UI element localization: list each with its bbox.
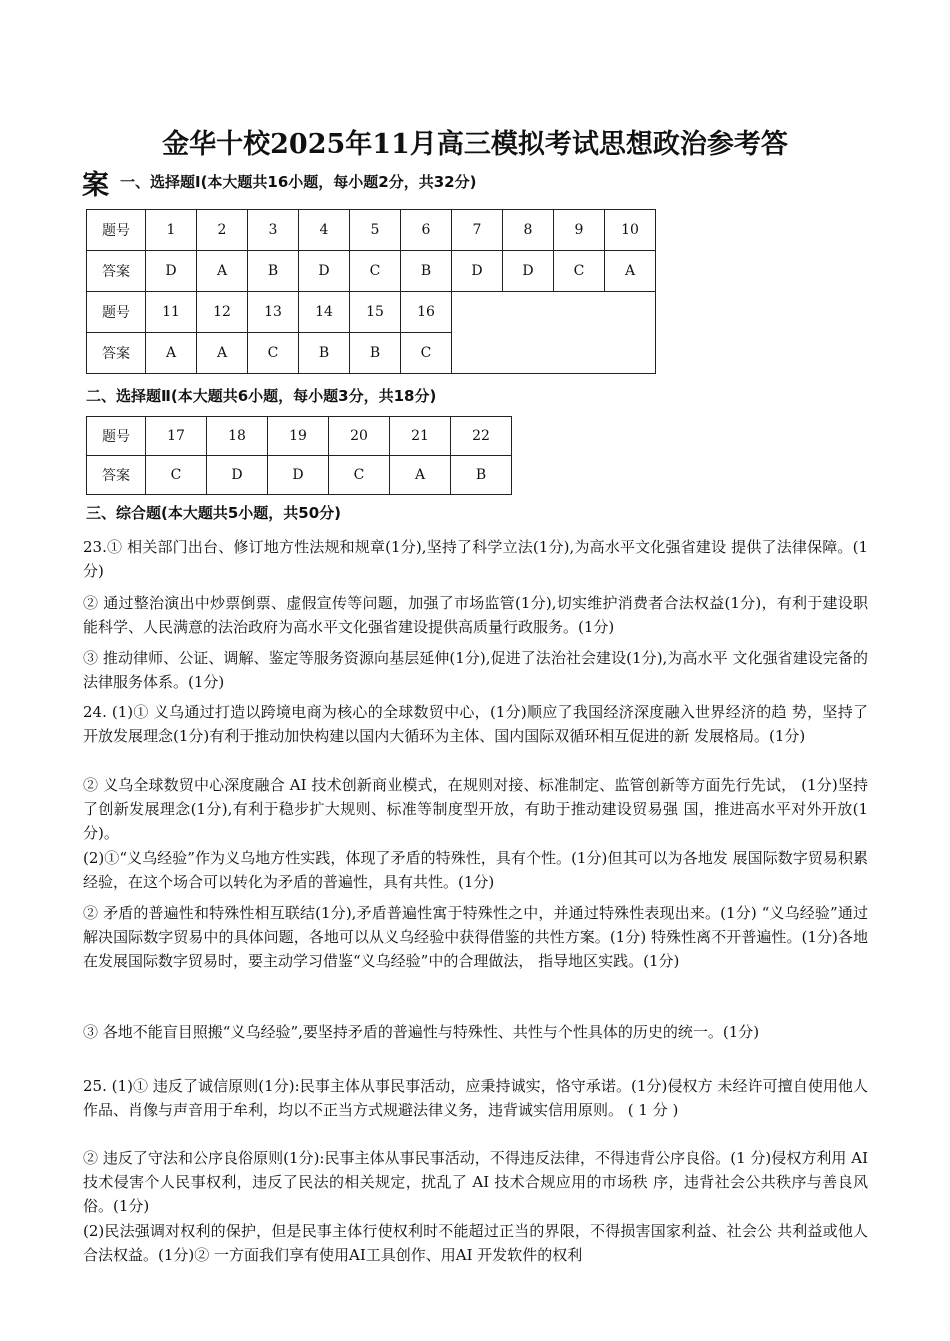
answer-cell: C xyxy=(401,333,452,374)
question-number: 3 xyxy=(248,210,299,251)
question-number: 5 xyxy=(350,210,401,251)
answer-cell: C xyxy=(146,456,207,495)
answer-paragraph-25-1: 25. (1)① 违反了诚信原则(1分):民事主体从事民事活动，应秉持诚实，恪守承诺。(1分)侵权方 未经许可擅自使用他人作品、肖像与声音用于牟利，均以不正当方式规避法律义务，违背诚实信用原则。 ( 1 分 ) xyxy=(83,1077,868,1119)
question-number: 18 xyxy=(207,417,268,456)
answer-paragraph-25-2: ② 违反了守法和公序良俗原则(1分):民事主体从事民事活动，不得违反法律，不得违背公序良俗。(1 分)侵权方利用 AI 技术侵害个人民事权利，违反了民法的相关规定，扰乱了 AI 技术合规应用的市场秩 序，违背社会公共秩序与善良风俗。(1分) xyxy=(83,1149,868,1215)
question-number: 16 xyxy=(401,292,452,333)
answer-cell: B xyxy=(350,333,401,374)
question-number: 6 xyxy=(401,210,452,251)
answer-cell: B xyxy=(248,251,299,292)
answer-cell: B xyxy=(299,333,350,374)
table-row xyxy=(87,417,512,456)
question-number: 17 xyxy=(146,417,207,456)
answer-cell: B xyxy=(401,251,452,292)
answer-cell: A xyxy=(146,333,197,374)
answer-paragraph-23-2: ② 通过整治演出中炒票倒票、虚假宣传等问题，加强了市场监管(1分),切实维护消费者合法权益(1分)，有利于建设职能科学、人民满意的法治政府为高水平文化强省建设提供高质量行政服务。(1分) xyxy=(83,594,868,636)
answer-paragraph-24-5: ③ 各地不能盲目照搬“义乌经验”,要坚持矛盾的普遍性与特殊性、共性与个性具体的历史的统一。(1分) xyxy=(83,1023,760,1041)
section1-answer-table xyxy=(86,209,656,374)
question-number: 9 xyxy=(554,210,605,251)
row-label-answer: 答案 xyxy=(87,456,146,495)
question-number: 11 xyxy=(146,292,197,333)
row-label-answer: 答案 xyxy=(87,333,146,374)
answer-cell: A xyxy=(197,333,248,374)
question-number: 7 xyxy=(452,210,503,251)
table-row xyxy=(87,292,656,333)
question-number: 19 xyxy=(268,417,329,456)
question-number: 15 xyxy=(350,292,401,333)
question-number: 20 xyxy=(329,417,390,456)
answer-cell: C xyxy=(248,333,299,374)
answer-cell: A xyxy=(605,251,656,292)
table-row xyxy=(87,210,656,251)
question-number: 14 xyxy=(299,292,350,333)
section2-heading: 二、选择题Ⅱ(本大题共6小题，每小题3分，共18分) xyxy=(86,387,437,405)
answer-paragraph-25-3: (2)民法强调对权利的保护，但是民事主体行使权利时不能超过正当的界限，不得损害国家利益、社会公 共利益或他人合法权益。(1分)② 一方面我们享有使用AI工具创作、用AI 开发软件的权利 xyxy=(83,1222,868,1264)
answer-cell: C xyxy=(329,456,390,495)
question-number: 1 xyxy=(146,210,197,251)
row-label-question: 题号 xyxy=(87,292,146,333)
section2-answer-table xyxy=(86,416,512,495)
question-number: 12 xyxy=(197,292,248,333)
question-number: 13 xyxy=(248,292,299,333)
answer-cell: B xyxy=(451,456,512,495)
row-label-answer: 答案 xyxy=(87,251,146,292)
answer-paragraph-24-3: (2)①“义乌经验”作为义乌地方性实践，体现了矛盾的特殊性，具有个性。(1分)但其可以为各地发 展国际数字贸易积累经验，在这个场合可以转化为矛盾的普遍性，具有共性。(1分) xyxy=(83,849,868,891)
answer-cell: D xyxy=(452,251,503,292)
question-number: 10 xyxy=(605,210,656,251)
answer-cell: A xyxy=(197,251,248,292)
section1-heading: 一、选择题Ⅰ(本大题共16小题，每小题2分，共32分) xyxy=(120,173,477,191)
question-number: 8 xyxy=(503,210,554,251)
empty-cell xyxy=(452,292,656,374)
answer-paragraph-24-1: 24. (1)① 义乌通过打造以跨境电商为核心的全球数贸中心，(1分)顺应了我国经济深度融入世界经济的趋 势，坚持了开放发展理念(1分)有利于推动加快构建以国内大循环为主体、国内国际双循环相互促进的新 发展格局。(1分) xyxy=(83,703,868,745)
question-number: 4 xyxy=(299,210,350,251)
question-number: 2 xyxy=(197,210,248,251)
answer-paragraph-23-3: ③ 推动律师、公证、调解、鉴定等服务资源向基层延伸(1分),促进了法治社会建设(1分),为高水平 文化强省建设完备的法律服务体系。(1分) xyxy=(83,649,868,691)
row-label-question: 题号 xyxy=(87,210,146,251)
answer-cell: C xyxy=(350,251,401,292)
answer-paragraph-24-2: ② 义乌全球数贸中心深度融合 AI 技术创新商业模式，在规则对接、标准制定、监管创新等方面先行先试， (1分)坚持了创新发展理念(1分),有利于稳步扩大规则、标准等制度型开放，有助于推动建设贸易强 国，推进高水平对外开放(1分)。 xyxy=(83,776,868,842)
answer-cell: D xyxy=(268,456,329,495)
question-number: 21 xyxy=(390,417,451,456)
page-title: 金华十校2025年11月高三模拟考试思想政治参考答 xyxy=(162,129,788,160)
section3-heading: 三、综合题(本大题共5小题，共50分) xyxy=(86,504,342,522)
row-label-question: 题号 xyxy=(87,417,146,456)
answer-cell: D xyxy=(503,251,554,292)
table-row xyxy=(87,456,512,495)
answer-cell: D xyxy=(146,251,197,292)
page-title-continuation: 案 xyxy=(82,170,109,201)
answer-cell: D xyxy=(299,251,350,292)
question-number: 22 xyxy=(451,417,512,456)
table-row xyxy=(87,251,656,292)
answer-cell: A xyxy=(390,456,451,495)
answer-paragraph-23-1: 23.① 相关部门出台、修订地方性法规和规章(1分),坚持了科学立法(1分),为高水平文化强省建设 提供了法律保障。(1分) xyxy=(83,538,868,580)
answer-cell: D xyxy=(207,456,268,495)
answer-paragraph-24-4: ② 矛盾的普遍性和特殊性相互联结(1分),矛盾普遍性寓于特殊性之中，并通过特殊性表现出来。(1分) “义乌经验”通过解决国际数字贸易中的具体问题，各地可以从义乌经验中获得借鉴的共性方案。(1分) 特殊性离不开普遍性。(1分)各地在发展国际数字贸易时，要主动学习借鉴“义乌经验”中的合理做法， 指导地区实践。(1分) xyxy=(83,904,868,970)
answer-cell: C xyxy=(554,251,605,292)
